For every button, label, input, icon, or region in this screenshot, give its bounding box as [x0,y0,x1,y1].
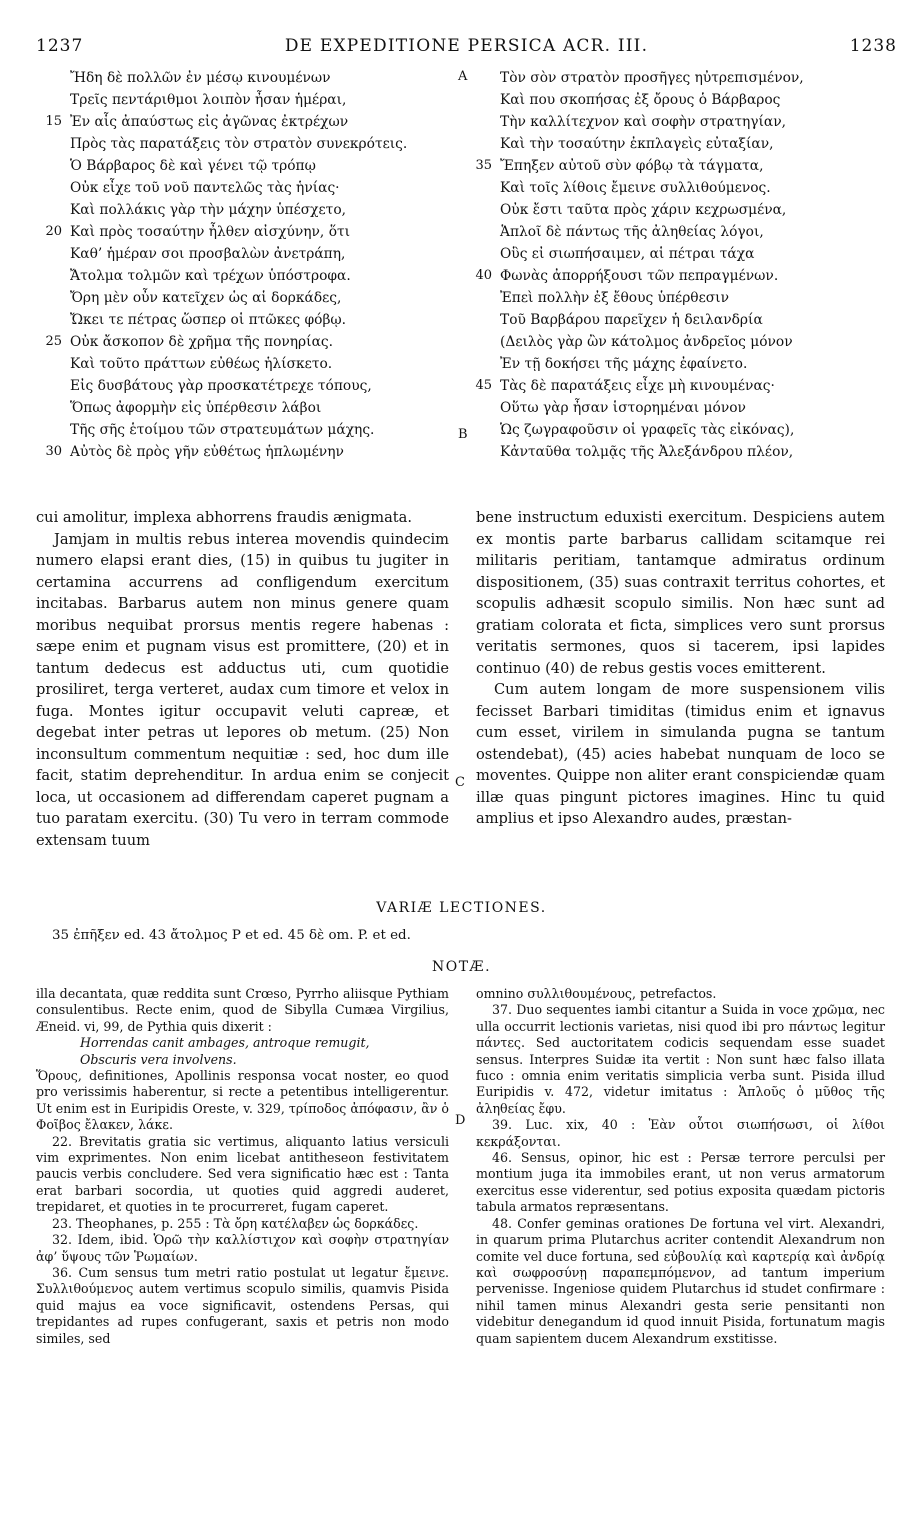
verse-text: Οὐκ εἶχε τοῦ νοῦ παντελῶς τὰς ἡνίας· [70,180,340,196]
latin-paragraph: Cum autem longam de more suspensionem vilis fecisset Barbari timiditas (timidus enim et ignavus cum esset, virilem in simulanda pugna se tantum ostendebat), (45) acies habebat nunquam de loco se moventes. Quippe non aliter erant conspiciendæ quam illæ quas pingunt pictores imagines. Hinc tu quid amplius et ipso Alexandro audes, præstan- [476,681,885,827]
note-paragraph: omnino συλλιθουμένους, petrefactos. [476,986,717,1001]
verse-text: Ἔπηξεν αὐτοῦ σὺν φόβῳ τὰ τάγματα, [500,158,764,174]
verse-line [466,89,896,111]
running-header [36,36,897,58]
note-paragraph: 46. Sensus, opinor, hic est : Persæ terrore perculsi per montium juga ita immobiles erant, ut non verus armatorum exercitus esse viderentur, sed potius exposita quædam pictoris tabula armatos repræsentans. [476,1150,885,1215]
verse-text: Καὶ τοῦτο πράττων εὐθέως ἡλίσκετο. [70,356,333,372]
verse-number: 20 [45,224,62,239]
verse-number: 25 [45,334,62,349]
verse-text: Ὄρη μὲν οὖν κατεῖχεν ὡς αἱ δορκάδες, [70,290,342,306]
verse-text: Κἀνταῦθα τολμᾷς τῆς Ἀλεξάνδρου πλέον, [500,444,794,460]
verse-line [466,397,896,419]
verse-line [466,155,896,177]
verse-line [466,375,896,397]
verse-line [36,89,466,111]
verse-line [466,353,896,375]
verse-line [36,375,466,397]
note-paragraph: Ὅρους, definitiones, Apollinis responsa vocat noster, eo quod pro verissimis haberentur, si recte a petentibus intelligerentur. Ut enim est in Euripidis Oreste, v. 329, τρίποδος ἀπόφασιν, ἂν ὁ Φοῖβος ἔλακεν, λάκε. [36,1068,449,1133]
verse-number: 45 [475,378,492,393]
verse-text: (Δειλὸς γὰρ ὢν κάτολμος ἀνδρεῖος μόνον [500,334,793,350]
verse-text: Ἁπλοῖ δὲ πάντως τῆς ἀληθείας λόγοι, [500,224,764,240]
verse-line [466,199,896,221]
note-paragraph: 23. Theophanes, p. 255 : Τὰ ὄρη κατέλαβεν ὡς δορκάδες. [52,1215,419,1231]
verse-line [466,133,896,155]
verse-line [466,177,896,199]
notae-heading: NOTÆ. [431,959,492,975]
note-paragraph: 48. Confer geminas orationes De fortuna vel virt. Alexandri, in quarum prima Plutarchus acriter contendit Alexandrum non comite vel duce fortuna, sed εὐβουλίᾳ καὶ καρτερίᾳ καὶ ἀνδρίᾳ καὶ σωφροσύνῃ παραπεμπόμενον, ad tantum imperium pervenisse. Ingeniose quidem Plutarchus id studet confirmare : nihil tamen minus Alexandri gesta serie pensitanti non videbitur denegandum id quod innuit Pisida, fortunatum magis quam sapientem ducem Alexandrum exstitisse. [476,1215,885,1346]
verse-line [466,331,896,353]
note-paragraph: 37. Duo sequentes iambi citantur a Suida in voce χρῶμα, nec ulla occurrit lectionis varietas, nisi quod ibi pro πάντως legitur πάντες. Sed auctoritatem codicis sequendam esse suadet sensus. Interpres Suidæ ita vertit : Non sunt hæc falso illata fuco : omnia enim veritatis simplicia verba sunt. Pisida illud Euripidis v. 472, videtur imitatus : Ἁπλοῦς ὁ μῦθος τῆς ἀληθείας ἔφυ. [476,1002,885,1116]
verse-line [466,67,896,89]
verse-text: Ὅπως ἀφορμὴν εἰς ὑπέρθεσιν λάβοι [70,400,322,416]
verse-number: 30 [45,444,62,459]
verse-line [36,287,466,309]
verse-text: Οὐκ ἔστι ταῦτα πρὸς χάριν κεχρωσμένα, [500,202,787,218]
verse-text: Οὐκ ἄσκοπον δὲ χρῆμα τῆς πονηρίας. [70,334,334,350]
verse-text: Ἤδη δὲ πολλῶν ἐν μέσῳ κινουμένων [70,70,331,86]
notes-right-column [476,986,885,1347]
greek-verse-right-column [466,67,896,463]
page-number-left: 1237 [36,36,84,56]
verse-text: Αὐτὸς δὲ πρὸς γῆν εὐθέτως ἡπλωμένην [70,444,344,460]
margin-letter-b: B [458,427,468,442]
verse-text: Ὤκει τε πέτρας ὥσπερ οἱ πτῶκες φόβῳ. [70,312,347,328]
verse-text: Ὡς ζωγραφοῦσιν οἱ γραφεῖς τὰς εἰκόνας), [500,422,795,438]
verse-text: Καὶ που σκοπήσας ἐξ ὄρους ὁ Βάρβαρος [500,92,781,108]
verse-line [36,67,466,89]
verse-text: Τὰς δὲ παρατάξεις εἶχε μὴ κινουμένας· [500,378,775,394]
page-number-right: 1238 [849,36,897,56]
variae-lectiones-text: 35 ἐπῆξεν ed. 43 ἄτολμος P et ed. 45 δὲ om. P. et ed. [52,928,411,943]
verse-line [36,243,466,265]
verse-line [36,353,466,375]
verse-line [466,221,896,243]
verse-line [36,441,466,463]
verse-line [466,309,896,331]
note-paragraph: 36. Cum sensus tum metri ratio postulat ut legatur ἔμεινε. Συλλιθούμενος autem vertimus scopulo similis, quamvis Pisida quid majus ea voce significavit, ostendens Persas, qui trepidantes ad rupes confugerant, saxis et petris non modo similes, sed [36,1264,449,1346]
verse-text: Καὶ τοῖς λίθοις ἔμεινε συλλιθούμενος. [500,180,771,196]
margin-letter-c: C [455,775,465,790]
verse-text: Ὁ Βάρβαρος δὲ καὶ γένει τῷ τρόπῳ [70,158,316,174]
verse-text: Εἰς δυσβάτους γὰρ προσκατέτρεχε τόπους, [70,378,372,394]
verse-text: Καὶ πολλάκις γὰρ τὴν μάχην ὑπέσχετο, [70,202,347,218]
verse-text: Τοῦ Βαρβάρου παρεῖχεν ἡ δειλανδρία [500,312,763,328]
verse-text: Οὕτω γὰρ ἦσαν ἱστορημέναι μόνον [500,400,746,416]
verse-line [36,397,466,419]
verse-text: Τὸν σὸν στρατὸν προσῆγες ηὐτρεπισμένον, [500,70,804,86]
verse-line [36,111,466,133]
note-paragraph: 32. Idem, ibid. Ὁρῶ τὴν καλλίστιχον καὶ σοφὴν στρατηγίαν ἀφ’ ὕψους τῶν Ῥωμαίων. [36,1232,449,1264]
verse-text: Πρὸς τὰς παρατάξεις τὸν στρατὸν συνεκρότεις. [70,136,408,152]
verse-text: Καὶ τὴν τοσαύτην ἐκπλαγεὶς εὐταξίαν, [500,136,774,152]
verse-text: Οὓς εἰ σιωπήσαιμεν, αἱ πέτραι τάχα [500,246,755,262]
verse-text: Τρεῖς πεντάριθμοι λοιπὸν ἦσαν ἡμέραι, [70,92,347,108]
verse-line [36,265,466,287]
verse-text: Ἐν αἷς ἀπαύστως εἰς ἀγῶνας ἐκτρέχων [70,114,349,130]
verse-line [36,221,466,243]
verse-line [466,287,896,309]
verse-line [466,111,896,133]
verse-text: Καὶ πρὸς τοσαύτην ἦλθεν αἰσχύνην, ὅτι [70,224,351,240]
note-paragraph: illa decantata, quæ reddita sunt Crœso, Pyrrho aliisque Pythiam consulentibus. Recte enim, quod de Sibylla Cumæa Virgilius, Æneid. vi, 99, de Pythia quis dixerit : [36,986,449,1034]
verse-line [36,133,466,155]
verse-line [466,243,896,265]
verse-number: 15 [45,114,62,129]
verse-line [36,309,466,331]
note-paragraph: 39. Luc. xix, 40 : Ἐὰν οὗτοι σιωπήσωσι, οἱ λίθοι κεκράξονται. [476,1117,885,1149]
verse-line [36,155,466,177]
note-paragraph: Horrendas canit ambages, antroque remugit, [80,1035,370,1051]
verse-text: Ἐν τῇ δοκήσει τῆς μάχης ἐφαίνετο. [500,356,748,372]
verse-text: Ἐπεὶ πολλὴν ἐξ ἔθους ὑπέρθεσιν [500,290,729,306]
notes-left-column [36,986,449,1347]
note-paragraph: Obscuris vera involvens. [80,1051,237,1067]
verse-line [36,177,466,199]
verse-line [36,331,466,353]
verse-line [466,419,896,441]
verse-text: Ἄτολμα τολμῶν καὶ τρέχων ὑπόστροφα. [70,268,351,284]
latin-paragraph: cui amolitur, implexa abhorrens fraudis ænigmata. [36,509,413,526]
verse-text: Τὴν καλλίτεχνον καὶ σοφὴν στρατηγίαν, [500,114,786,130]
verse-line [36,199,466,221]
greek-verse-left-column [36,67,466,463]
latin-paragraph: Jamjam in multis rebus interea movendis quindecim numero elapsi erant dies, (15) in quibus tu jugiter in certamina accurrens ad confligendum exercitum incitabas. Barbarus autem non minus genere quam moribus nequibat prorsus mentis regere habenas : sæpe enim et pugnam visus est promittere, (20) et in tantum dedecus est adductus uti, cum quotidie prosiliret, terga verteret, audax cum timore et velox in fuga. Montes igitur occupavit veluti capreæ, et degebat inter petras ut lepores ob metum. (25) Non inconsultum commentum nequitiæ : sed, hoc dum ille facit, statim deprehenditur. In ardua enim se conjecit loca, ut occasionem ad differendam caperet pugnam a tuo paratam exercitu. (30) Tu vero in terram commode extensam tuum [36,530,449,849]
running-title: DE EXPEDITIONE PERSICA ACR. III. [284,36,649,56]
verse-number: 35 [475,158,492,173]
verse-line [466,441,896,463]
note-paragraph: 22. Brevitatis gratia sic vertimus, aliquanto latius versiculi vim exprimentes. Non enim licebat antitheseon festivitatem paucis verbis concludere. Sed vera significatio hæc est : Tanta erat barbari socordia, ut quoties quid aggredi auderet, trepidaret, et quoties in te procurreret, fugam caperet. [36,1133,449,1215]
verse-line [466,265,896,287]
verse-text: Καθ’ ἡμέραν σοι προσβαλὼν ἀνετράπη, [70,246,346,262]
verse-line [36,419,466,441]
verse-text: Τῆς σῆς ἑτοίμου τῶν στρατευμάτων μάχης. [70,422,375,438]
latin-translation-left-column [36,507,449,851]
margin-letter-a: A [458,69,468,84]
latin-translation-right-column [476,507,885,830]
latin-paragraph: bene instructum eduxisti exercitum. Despiciens autem ex montis parte barbarus callidam scitamque rei militaris peritiam, tantamque admiratus ordinum dispositionem, (35) suas contraxit territus cohortes, et scopulis adhæsit scopulo similis. Non hæc sunt ad gratiam colorata et ficta, simplices vero sunt prorsus veritatis sermones, quos si tacerem, ipsi lapides continuo (40) de rebus gestis voces emitterent. [476,509,885,677]
variae-lectiones-heading: VARIÆ LECTIONES. [376,900,547,916]
verse-number: 40 [475,268,492,283]
margin-letter-d: D [455,1113,466,1128]
verse-text: Φωνὰς ἀπορρήξουσι τῶν πεπραγμένων. [500,268,779,284]
